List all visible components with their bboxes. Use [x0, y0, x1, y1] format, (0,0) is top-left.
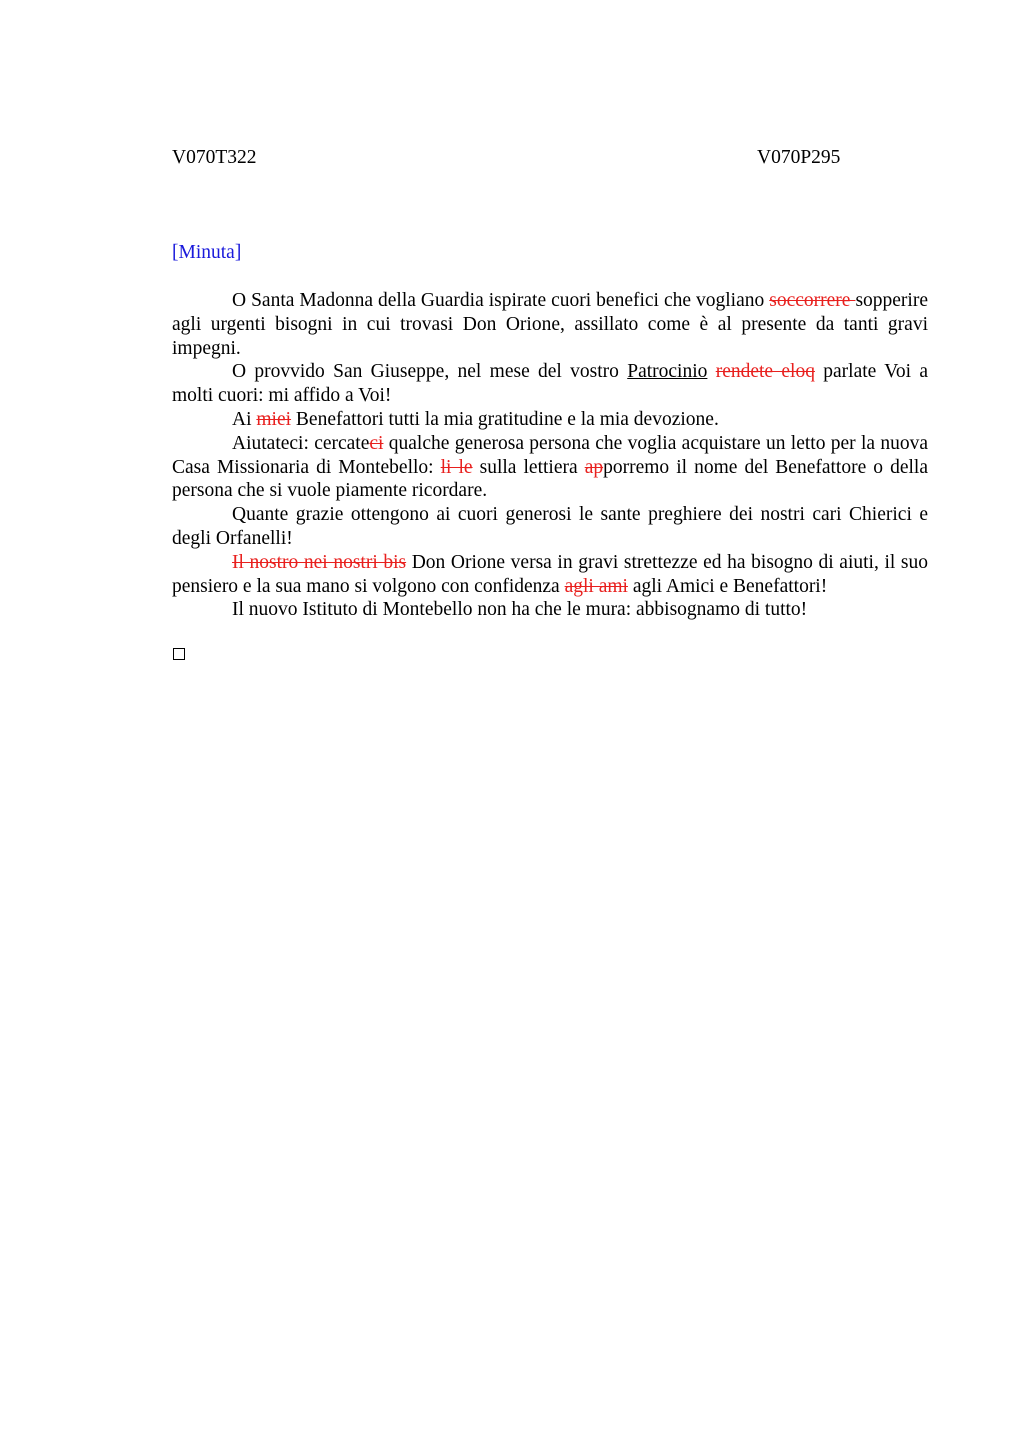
deleted-text: li le	[440, 456, 473, 478]
text-run: Benefattori tutti la mia gratitudine e la mia devozione.	[291, 408, 719, 430]
text-run: O provvido San Giuseppe, nel mese del vostro	[232, 361, 628, 383]
text-run: O Santa Madonna della Guardia ispirate cuori benefici che vogliano	[232, 290, 770, 311]
end-square-icon	[173, 648, 185, 660]
underlined-text: Patrocinio	[627, 361, 708, 383]
deleted-text: agli ami	[564, 575, 628, 597]
text-run: Ai	[232, 408, 257, 430]
deleted-text: ap	[584, 456, 604, 478]
text-run: porremo il nome del Benefattore o della persona che si vuole piamente ricordare.	[172, 456, 928, 502]
document-code-right: V070P295	[757, 147, 841, 168]
text-run: sulla lettiera	[472, 456, 585, 478]
deleted-text: rendete eloq	[715, 361, 815, 383]
text-run: sopperire agli urgenti bisogni in cui trovasi Don Orione, assillato come è al presente da tanti gravi impegni.	[172, 290, 928, 359]
text-run: Quante grazie ottengono ai cuori generosi le sante preghiere dei nostri cari Chierici e degli Orfanelli!	[172, 504, 928, 549]
letter-paragraph	[172, 289, 928, 360]
text-run: Il nuovo Istituto di Montebello non ha che le mura: abbisognamo di tutto!	[232, 599, 808, 621]
deleted-text: miei	[256, 408, 292, 430]
text-run: qualche generosa persona che voglia acquistare un letto per la nuova Casa Missionaria di Montebello:	[172, 432, 929, 478]
letter-paragraph	[172, 598, 928, 622]
text-run: Don Orione versa in gravi strettezze ed ha bisogno di aiuti, il suo pensiero e la sua mano si volgono con confidenza	[172, 551, 928, 597]
letter-paragraph	[172, 432, 928, 503]
document-code-left: V070T322	[172, 147, 257, 168]
letter-paragraph	[172, 551, 928, 599]
deleted-text: ci	[369, 432, 384, 454]
letter-body	[172, 289, 928, 622]
text-run: parlate Voi a molti cuori: mi affido a Voi!	[172, 361, 928, 407]
minuta-heading: [Minuta]	[172, 242, 242, 263]
letter-paragraph	[172, 503, 928, 551]
text-run	[707, 361, 715, 382]
letter-paragraph	[172, 408, 928, 432]
text-run: Aiutateci: cercate	[232, 432, 370, 454]
text-run: agli Amici e Benefattori!	[627, 575, 828, 597]
letter-paragraph	[172, 360, 928, 408]
deleted-text: soccorrere	[769, 290, 856, 311]
deleted-text: Il nostro nei nostri bis	[232, 551, 407, 573]
